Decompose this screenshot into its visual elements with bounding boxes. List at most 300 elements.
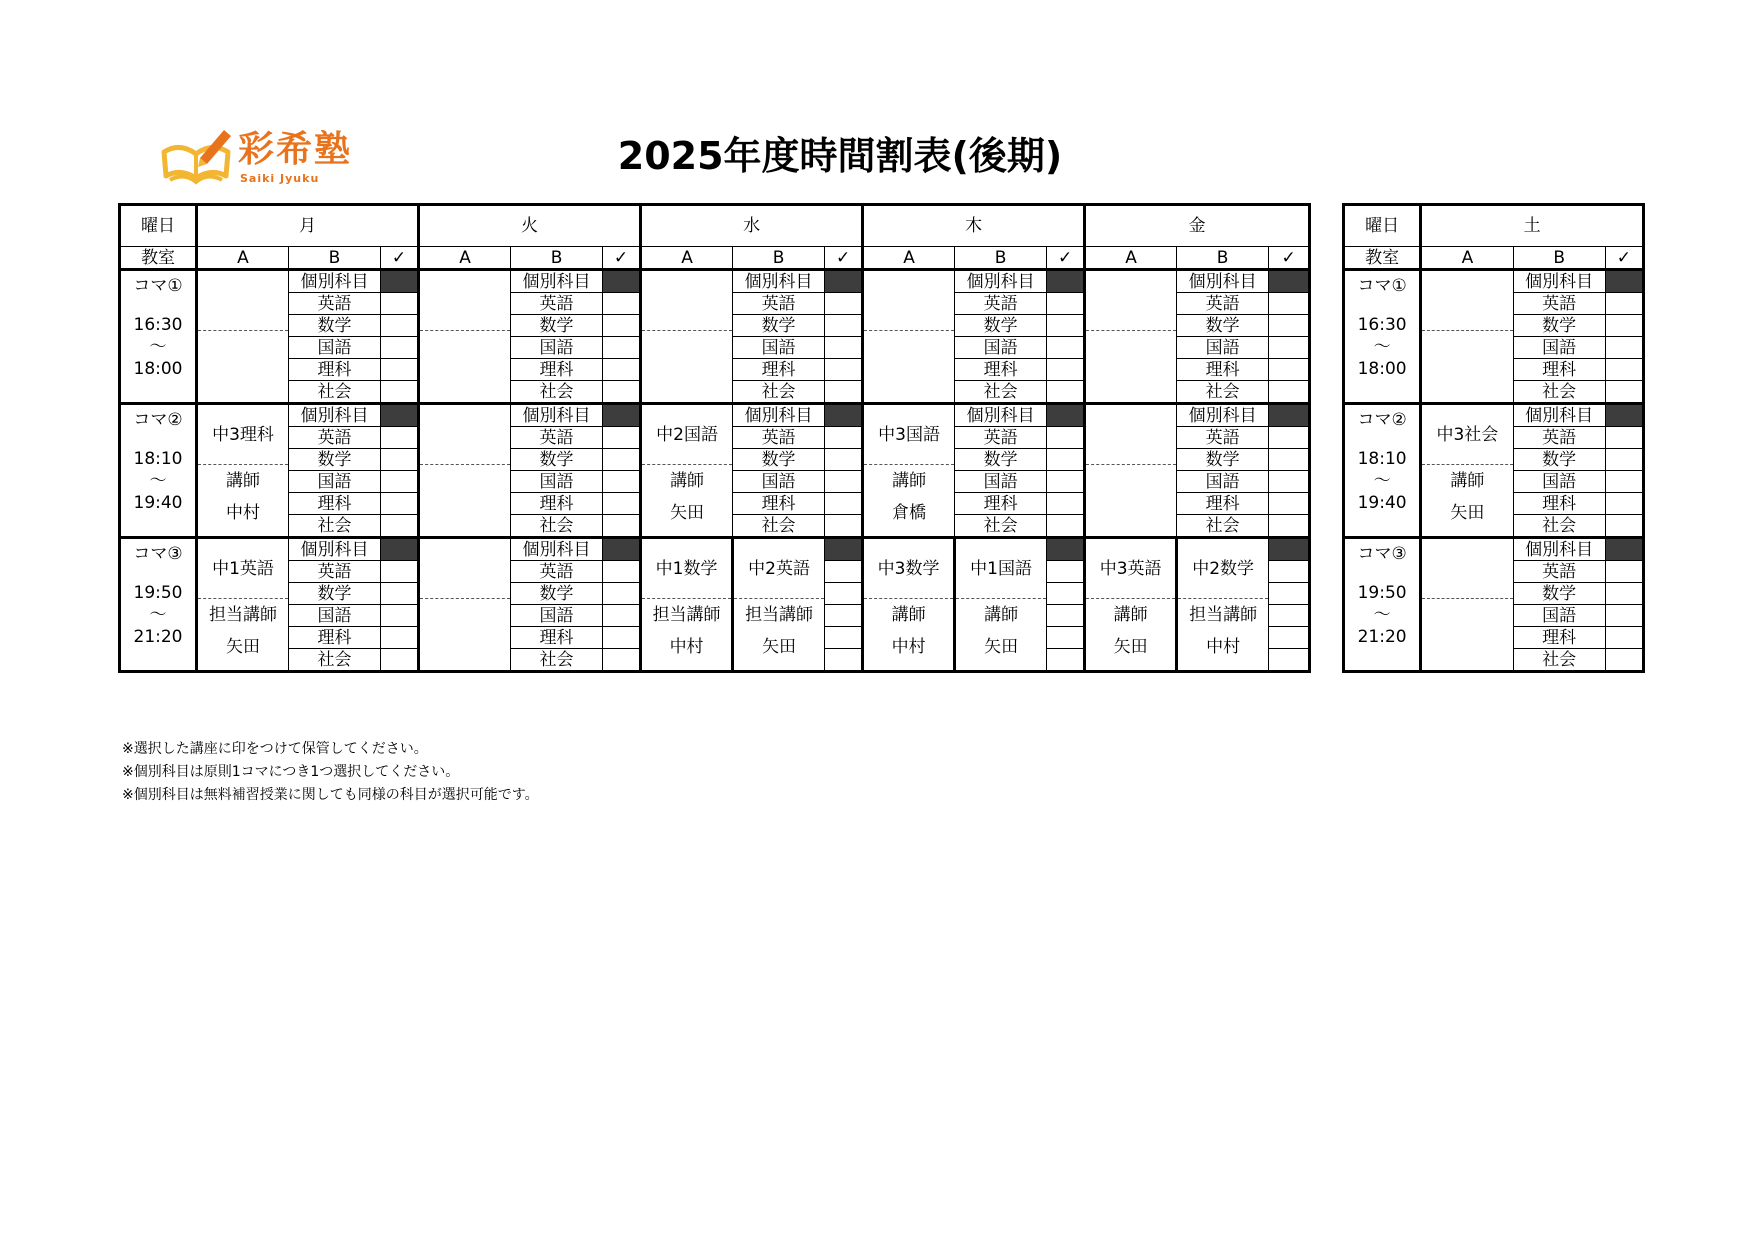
period-gap <box>1345 565 1419 582</box>
check-box[interactable] <box>381 337 419 359</box>
check-box[interactable] <box>381 583 419 605</box>
kobetsu-label: 個別科目 <box>511 538 603 561</box>
check-box[interactable] <box>381 561 419 583</box>
check-box[interactable] <box>1269 359 1310 381</box>
check-box[interactable] <box>381 515 419 538</box>
room-a-divider <box>1086 271 1176 331</box>
room-a-empty <box>197 270 289 404</box>
check-box[interactable] <box>381 605 419 627</box>
check-box[interactable] <box>603 337 641 359</box>
subject-cell: 理科 <box>1513 359 1605 381</box>
period-cell <box>1344 270 1421 404</box>
check-box[interactable] <box>381 270 419 293</box>
subject-cell: 英語 <box>511 561 603 583</box>
check-box[interactable] <box>825 605 863 627</box>
subject-cell: 国語 <box>1177 471 1269 493</box>
check-box[interactable] <box>825 381 863 404</box>
room-a-empty <box>419 538 511 672</box>
subject-cell: 数学 <box>1513 583 1605 605</box>
check-box[interactable] <box>603 605 641 627</box>
check-box[interactable] <box>825 404 863 427</box>
check-header: ✓ <box>1605 247 1643 270</box>
subject-cell: 数学 <box>1513 315 1605 337</box>
period-start: 18:10 <box>1357 449 1407 469</box>
timetable-weekday <box>118 203 1311 673</box>
check-box[interactable] <box>603 538 641 561</box>
class-teacher: 中村 <box>891 637 926 657</box>
period-cell <box>120 538 197 672</box>
subject-cell: 数学 <box>955 315 1047 337</box>
subject-cell: 理科 <box>289 359 381 381</box>
check-box[interactable] <box>825 561 863 583</box>
check-box[interactable] <box>1605 315 1643 337</box>
period-sep: ～ <box>149 471 167 491</box>
check-box[interactable] <box>1047 381 1085 404</box>
kobetsu-label: 個別科目 <box>1513 270 1605 293</box>
check-box[interactable] <box>1269 627 1310 649</box>
class-role: 担当講師 <box>1189 605 1258 625</box>
check-box[interactable] <box>1605 627 1643 649</box>
room-a-divider <box>642 271 732 331</box>
check-box[interactable] <box>1047 627 1085 649</box>
check-box[interactable] <box>1269 493 1310 515</box>
check-box[interactable] <box>825 315 863 337</box>
subject-cell: 数学 <box>289 583 381 605</box>
check-box[interactable] <box>1605 337 1643 359</box>
subject-cell: 理科 <box>1513 627 1605 649</box>
subject-cell: 国語 <box>511 337 603 359</box>
class-cell <box>197 538 289 672</box>
check-box[interactable] <box>381 627 419 649</box>
class-course: 中2英語 <box>734 539 824 599</box>
day-header-wed: 水 <box>641 205 863 247</box>
check-box[interactable] <box>1605 605 1643 627</box>
room-b-header: B <box>1513 247 1605 270</box>
subject-cell: 数学 <box>1513 449 1605 471</box>
kobetsu-label: 個別科目 <box>289 404 381 427</box>
class-teacher: 中村 <box>669 637 704 657</box>
subject-cell: 英語 <box>289 561 381 583</box>
check-box[interactable] <box>1269 583 1310 605</box>
period-sep: ～ <box>1373 605 1391 625</box>
period-name: コマ③ <box>1357 544 1407 564</box>
note-line: ※個別科目は無料補習授業に関しても同様の科目が選択可能です。 <box>122 787 539 803</box>
check-box[interactable] <box>603 427 641 449</box>
check-box[interactable] <box>1047 493 1085 515</box>
room-a-header: A <box>641 247 733 270</box>
check-box[interactable] <box>1605 270 1643 293</box>
check-box[interactable] <box>1047 583 1085 605</box>
youbi-label: 曜日 <box>1344 205 1421 247</box>
class-teacher: 矢田 <box>984 637 1019 657</box>
class-course: 中3英語 <box>1086 539 1175 599</box>
check-box[interactable] <box>1605 649 1643 672</box>
check-box[interactable] <box>603 561 641 583</box>
day-header-tue: 火 <box>419 205 641 247</box>
check-box[interactable] <box>1605 359 1643 381</box>
day-header-sat: 土 <box>1421 205 1644 247</box>
subject-cell: 理科 <box>733 359 825 381</box>
check-box[interactable] <box>603 449 641 471</box>
check-header: ✓ <box>381 247 419 270</box>
subject-cell: 国語 <box>1177 337 1269 359</box>
check-box[interactable] <box>603 493 641 515</box>
period-cell <box>1344 404 1421 538</box>
check-box[interactable] <box>1047 449 1085 471</box>
class-role: 担当講師 <box>209 605 277 625</box>
subject-cell: 国語 <box>289 605 381 627</box>
kobetsu-label: 個別科目 <box>289 270 381 293</box>
subject-cell: 理科 <box>289 493 381 515</box>
check-box[interactable] <box>1269 427 1310 449</box>
period-name: コマ② <box>133 410 183 430</box>
check-header: ✓ <box>825 247 863 270</box>
subject-cell: 国語 <box>511 471 603 493</box>
subject-cell: 英語 <box>733 427 825 449</box>
class-teacher: 矢田 <box>226 637 260 657</box>
check-box[interactable] <box>825 359 863 381</box>
class-cell <box>641 538 733 672</box>
subject-cell: 社会 <box>1177 515 1269 538</box>
class-teacher: 中村 <box>226 503 260 523</box>
kobetsu-label: 個別科目 <box>1513 538 1605 561</box>
check-box[interactable] <box>1047 561 1085 583</box>
check-box[interactable] <box>1269 270 1310 293</box>
period-name: コマ① <box>133 276 183 296</box>
check-box[interactable] <box>1047 427 1085 449</box>
check-box[interactable] <box>381 315 419 337</box>
subject-cell: 国語 <box>955 337 1047 359</box>
check-box[interactable] <box>603 404 641 427</box>
room-a-empty <box>1421 538 1513 672</box>
room-a-divider <box>1422 271 1512 331</box>
check-box[interactable] <box>1047 471 1085 493</box>
check-box[interactable] <box>1605 381 1643 404</box>
subject-cell: 理科 <box>1177 493 1269 515</box>
page-title: 2025年度時間割表(後期) <box>617 134 1063 178</box>
check-box[interactable] <box>1269 337 1310 359</box>
room-b-header: B <box>955 247 1047 270</box>
subject-cell: 社会 <box>955 515 1047 538</box>
subject-cell: 国語 <box>1513 605 1605 627</box>
subject-cell: 英語 <box>511 293 603 315</box>
subject-cell: 社会 <box>289 649 381 672</box>
subject-cell: 理科 <box>1177 359 1269 381</box>
subject-cell: 理科 <box>733 493 825 515</box>
subject-cell: 国語 <box>289 471 381 493</box>
subject-cell: 数学 <box>1177 449 1269 471</box>
check-box[interactable] <box>381 649 419 672</box>
kobetsu-label: 個別科目 <box>955 270 1047 293</box>
check-box[interactable] <box>603 515 641 538</box>
check-box[interactable] <box>1269 561 1310 583</box>
subject-cell: 国語 <box>733 337 825 359</box>
subject-cell: 理科 <box>289 627 381 649</box>
youbi-label: 曜日 <box>120 205 197 247</box>
period-sep: ～ <box>149 337 167 357</box>
check-box[interactable] <box>1047 649 1085 672</box>
check-box[interactable] <box>381 381 419 404</box>
period-gap <box>121 297 195 314</box>
period-start: 18:10 <box>133 449 183 469</box>
kobetsu-label: 個別科目 <box>1513 404 1605 427</box>
check-box[interactable] <box>825 270 863 293</box>
subject-cell: 社会 <box>733 515 825 538</box>
class-cell <box>197 404 289 538</box>
subject-cell: 英語 <box>955 293 1047 315</box>
subject-cell: 数学 <box>511 449 603 471</box>
period-start: 19:50 <box>133 583 183 603</box>
check-box[interactable] <box>603 381 641 404</box>
check-box[interactable] <box>1047 359 1085 381</box>
room-a-empty <box>419 270 511 404</box>
subject-cell: 国語 <box>511 605 603 627</box>
period-gap <box>1345 297 1419 314</box>
kobetsu-label: 個別科目 <box>1177 270 1269 293</box>
class-course: 中3国語 <box>864 405 954 465</box>
period-cell <box>1344 538 1421 672</box>
class-teacher: 矢田 <box>762 637 797 657</box>
check-header: ✓ <box>1269 247 1310 270</box>
subject-cell: 数学 <box>511 583 603 605</box>
period-name: コマ① <box>1357 276 1407 296</box>
check-box[interactable] <box>381 404 419 427</box>
class-cell <box>955 538 1047 672</box>
check-box[interactable] <box>1269 293 1310 315</box>
subject-cell: 数学 <box>1177 315 1269 337</box>
check-box[interactable] <box>603 583 641 605</box>
check-box[interactable] <box>1269 515 1310 538</box>
class-course: 中3数学 <box>864 539 953 599</box>
period-name: コマ② <box>1357 410 1407 430</box>
table-row <box>1344 404 1644 427</box>
class-teacher: 倉橋 <box>892 503 927 523</box>
check-box[interactable] <box>1047 337 1085 359</box>
room-a-empty <box>1085 270 1177 404</box>
check-box[interactable] <box>1605 515 1643 538</box>
subject-cell: 理科 <box>955 493 1047 515</box>
check-box[interactable] <box>603 270 641 293</box>
check-box[interactable] <box>1605 293 1643 315</box>
check-box[interactable] <box>1605 583 1643 605</box>
kyoshitsu-label: 教室 <box>120 247 197 270</box>
check-box[interactable] <box>1269 404 1310 427</box>
subject-cell: 社会 <box>1177 381 1269 404</box>
subject-cell: 社会 <box>511 381 603 404</box>
room-a-header: A <box>863 247 955 270</box>
room-a-divider <box>1422 539 1512 599</box>
check-box[interactable] <box>1605 449 1643 471</box>
check-box[interactable] <box>1047 270 1085 293</box>
check-box[interactable] <box>603 359 641 381</box>
subject-cell: 英語 <box>1177 427 1269 449</box>
check-box[interactable] <box>1047 515 1085 538</box>
check-box[interactable] <box>1269 649 1310 672</box>
kobetsu-label: 個別科目 <box>733 404 825 427</box>
check-box[interactable] <box>1605 538 1643 561</box>
check-box[interactable] <box>825 293 863 315</box>
check-box[interactable] <box>1605 493 1643 515</box>
room-a-header: A <box>197 247 289 270</box>
period-end: 21:20 <box>1357 627 1407 647</box>
logo-text: 彩希塾 <box>238 129 353 170</box>
check-box[interactable] <box>1269 471 1310 493</box>
check-box[interactable] <box>1605 471 1643 493</box>
check-box[interactable] <box>1605 404 1643 427</box>
subject-cell: 理科 <box>1513 493 1605 515</box>
class-role: 講師 <box>226 471 260 491</box>
period-start: 16:30 <box>133 315 183 335</box>
check-box[interactable] <box>381 471 419 493</box>
room-a-empty <box>419 404 511 538</box>
table-row <box>120 270 1310 293</box>
subject-cell: 国語 <box>1513 337 1605 359</box>
check-box[interactable] <box>825 538 863 561</box>
day-header-fri: 金 <box>1085 205 1310 247</box>
day-header-mon: 月 <box>197 205 419 247</box>
check-box[interactable] <box>825 583 863 605</box>
table-row <box>1344 538 1644 561</box>
room-a-empty <box>1421 270 1513 404</box>
check-box[interactable] <box>1605 427 1643 449</box>
book-pencil-icon <box>160 124 234 186</box>
subject-cell: 理科 <box>511 493 603 515</box>
check-box[interactable] <box>381 493 419 515</box>
check-box[interactable] <box>1047 293 1085 315</box>
check-box[interactable] <box>1047 538 1085 561</box>
room-a-divider <box>420 405 510 465</box>
timetable-saturday <box>1342 203 1645 673</box>
room-a-divider <box>1086 405 1176 465</box>
period-end: 18:00 <box>133 359 183 379</box>
check-box[interactable] <box>603 315 641 337</box>
check-box[interactable] <box>825 493 863 515</box>
class-course: 中1数学 <box>642 539 731 599</box>
day-header-thu: 木 <box>863 205 1085 247</box>
subject-cell: 英語 <box>289 293 381 315</box>
check-box[interactable] <box>1047 404 1085 427</box>
period-start: 19:50 <box>1357 583 1407 603</box>
subject-cell: 国語 <box>733 471 825 493</box>
subject-cell: 数学 <box>289 315 381 337</box>
kyoshitsu-label: 教室 <box>1344 247 1421 270</box>
class-cell <box>641 404 733 538</box>
class-cell <box>863 538 955 672</box>
check-box[interactable] <box>825 649 863 672</box>
class-course: 中3社会 <box>1422 405 1512 465</box>
subject-cell: 社会 <box>289 381 381 404</box>
class-teacher: 矢田 <box>670 503 705 523</box>
period-cell <box>120 404 197 538</box>
kobetsu-label: 個別科目 <box>1177 404 1269 427</box>
check-box[interactable] <box>825 627 863 649</box>
check-box[interactable] <box>381 427 419 449</box>
period-end: 21:20 <box>133 627 183 647</box>
period-sep: ～ <box>149 605 167 625</box>
room-a-divider <box>420 271 510 331</box>
check-box[interactable] <box>825 337 863 359</box>
subject-cell: 英語 <box>289 427 381 449</box>
note-line: ※個別科目は原則1コマにつき1つ選択してください。 <box>122 764 460 780</box>
class-cell <box>1177 538 1269 672</box>
check-box[interactable] <box>381 449 419 471</box>
subject-cell: 英語 <box>955 427 1047 449</box>
subject-cell: 社会 <box>733 381 825 404</box>
check-box[interactable] <box>603 649 641 672</box>
subject-cell: 国語 <box>289 337 381 359</box>
check-box[interactable] <box>1269 315 1310 337</box>
class-teacher: 矢田 <box>1450 503 1485 523</box>
room-b-header: B <box>1177 247 1269 270</box>
check-box[interactable] <box>1269 449 1310 471</box>
check-box[interactable] <box>1047 315 1085 337</box>
check-box[interactable] <box>603 627 641 649</box>
notes <box>122 738 539 807</box>
check-box[interactable] <box>825 427 863 449</box>
period-cell <box>120 270 197 404</box>
check-box[interactable] <box>825 471 863 493</box>
check-box[interactable] <box>1047 605 1085 627</box>
room-a-divider <box>198 271 288 331</box>
check-box[interactable] <box>825 449 863 471</box>
subject-cell: 社会 <box>1513 649 1605 672</box>
class-role: 講師 <box>670 471 705 491</box>
class-course: 中1国語 <box>956 539 1046 599</box>
subject-cell: 社会 <box>511 515 603 538</box>
subject-cell: 英語 <box>1513 293 1605 315</box>
check-header: ✓ <box>603 247 641 270</box>
period-gap <box>121 431 195 448</box>
class-cell <box>1085 538 1177 672</box>
check-box[interactable] <box>1269 381 1310 404</box>
class-course: 中3理科 <box>198 405 288 465</box>
check-box[interactable] <box>603 471 641 493</box>
check-box[interactable] <box>1605 561 1643 583</box>
check-box[interactable] <box>825 515 863 538</box>
subject-cell: 理科 <box>511 627 603 649</box>
subject-cell: 英語 <box>1513 427 1605 449</box>
table-row <box>120 538 1310 561</box>
subject-cell: 社会 <box>955 381 1047 404</box>
class-teacher: 矢田 <box>1113 637 1148 657</box>
class-course: 中1英語 <box>198 539 288 599</box>
subject-cell: 英語 <box>511 427 603 449</box>
room-a-empty <box>863 270 955 404</box>
table-row <box>1344 270 1644 293</box>
class-course: 中2国語 <box>642 405 732 465</box>
period-gap <box>121 565 195 582</box>
check-box[interactable] <box>1269 605 1310 627</box>
subject-cell: 数学 <box>733 315 825 337</box>
check-box[interactable] <box>381 293 419 315</box>
subject-cell: 社会 <box>289 515 381 538</box>
check-box[interactable] <box>381 359 419 381</box>
check-box[interactable] <box>1269 538 1310 561</box>
period-end: 19:40 <box>1357 493 1407 513</box>
period-name: コマ③ <box>133 544 183 564</box>
room-a-divider <box>864 271 954 331</box>
period-sep: ～ <box>1373 471 1391 491</box>
kobetsu-label: 個別科目 <box>733 270 825 293</box>
check-box[interactable] <box>603 293 641 315</box>
subject-cell: 英語 <box>1513 561 1605 583</box>
subject-cell: 理科 <box>511 359 603 381</box>
period-sep: ～ <box>1373 337 1391 357</box>
table-row <box>120 404 1310 427</box>
subject-cell: 社会 <box>1513 381 1605 404</box>
subject-cell: 数学 <box>955 449 1047 471</box>
check-box[interactable] <box>381 538 419 561</box>
